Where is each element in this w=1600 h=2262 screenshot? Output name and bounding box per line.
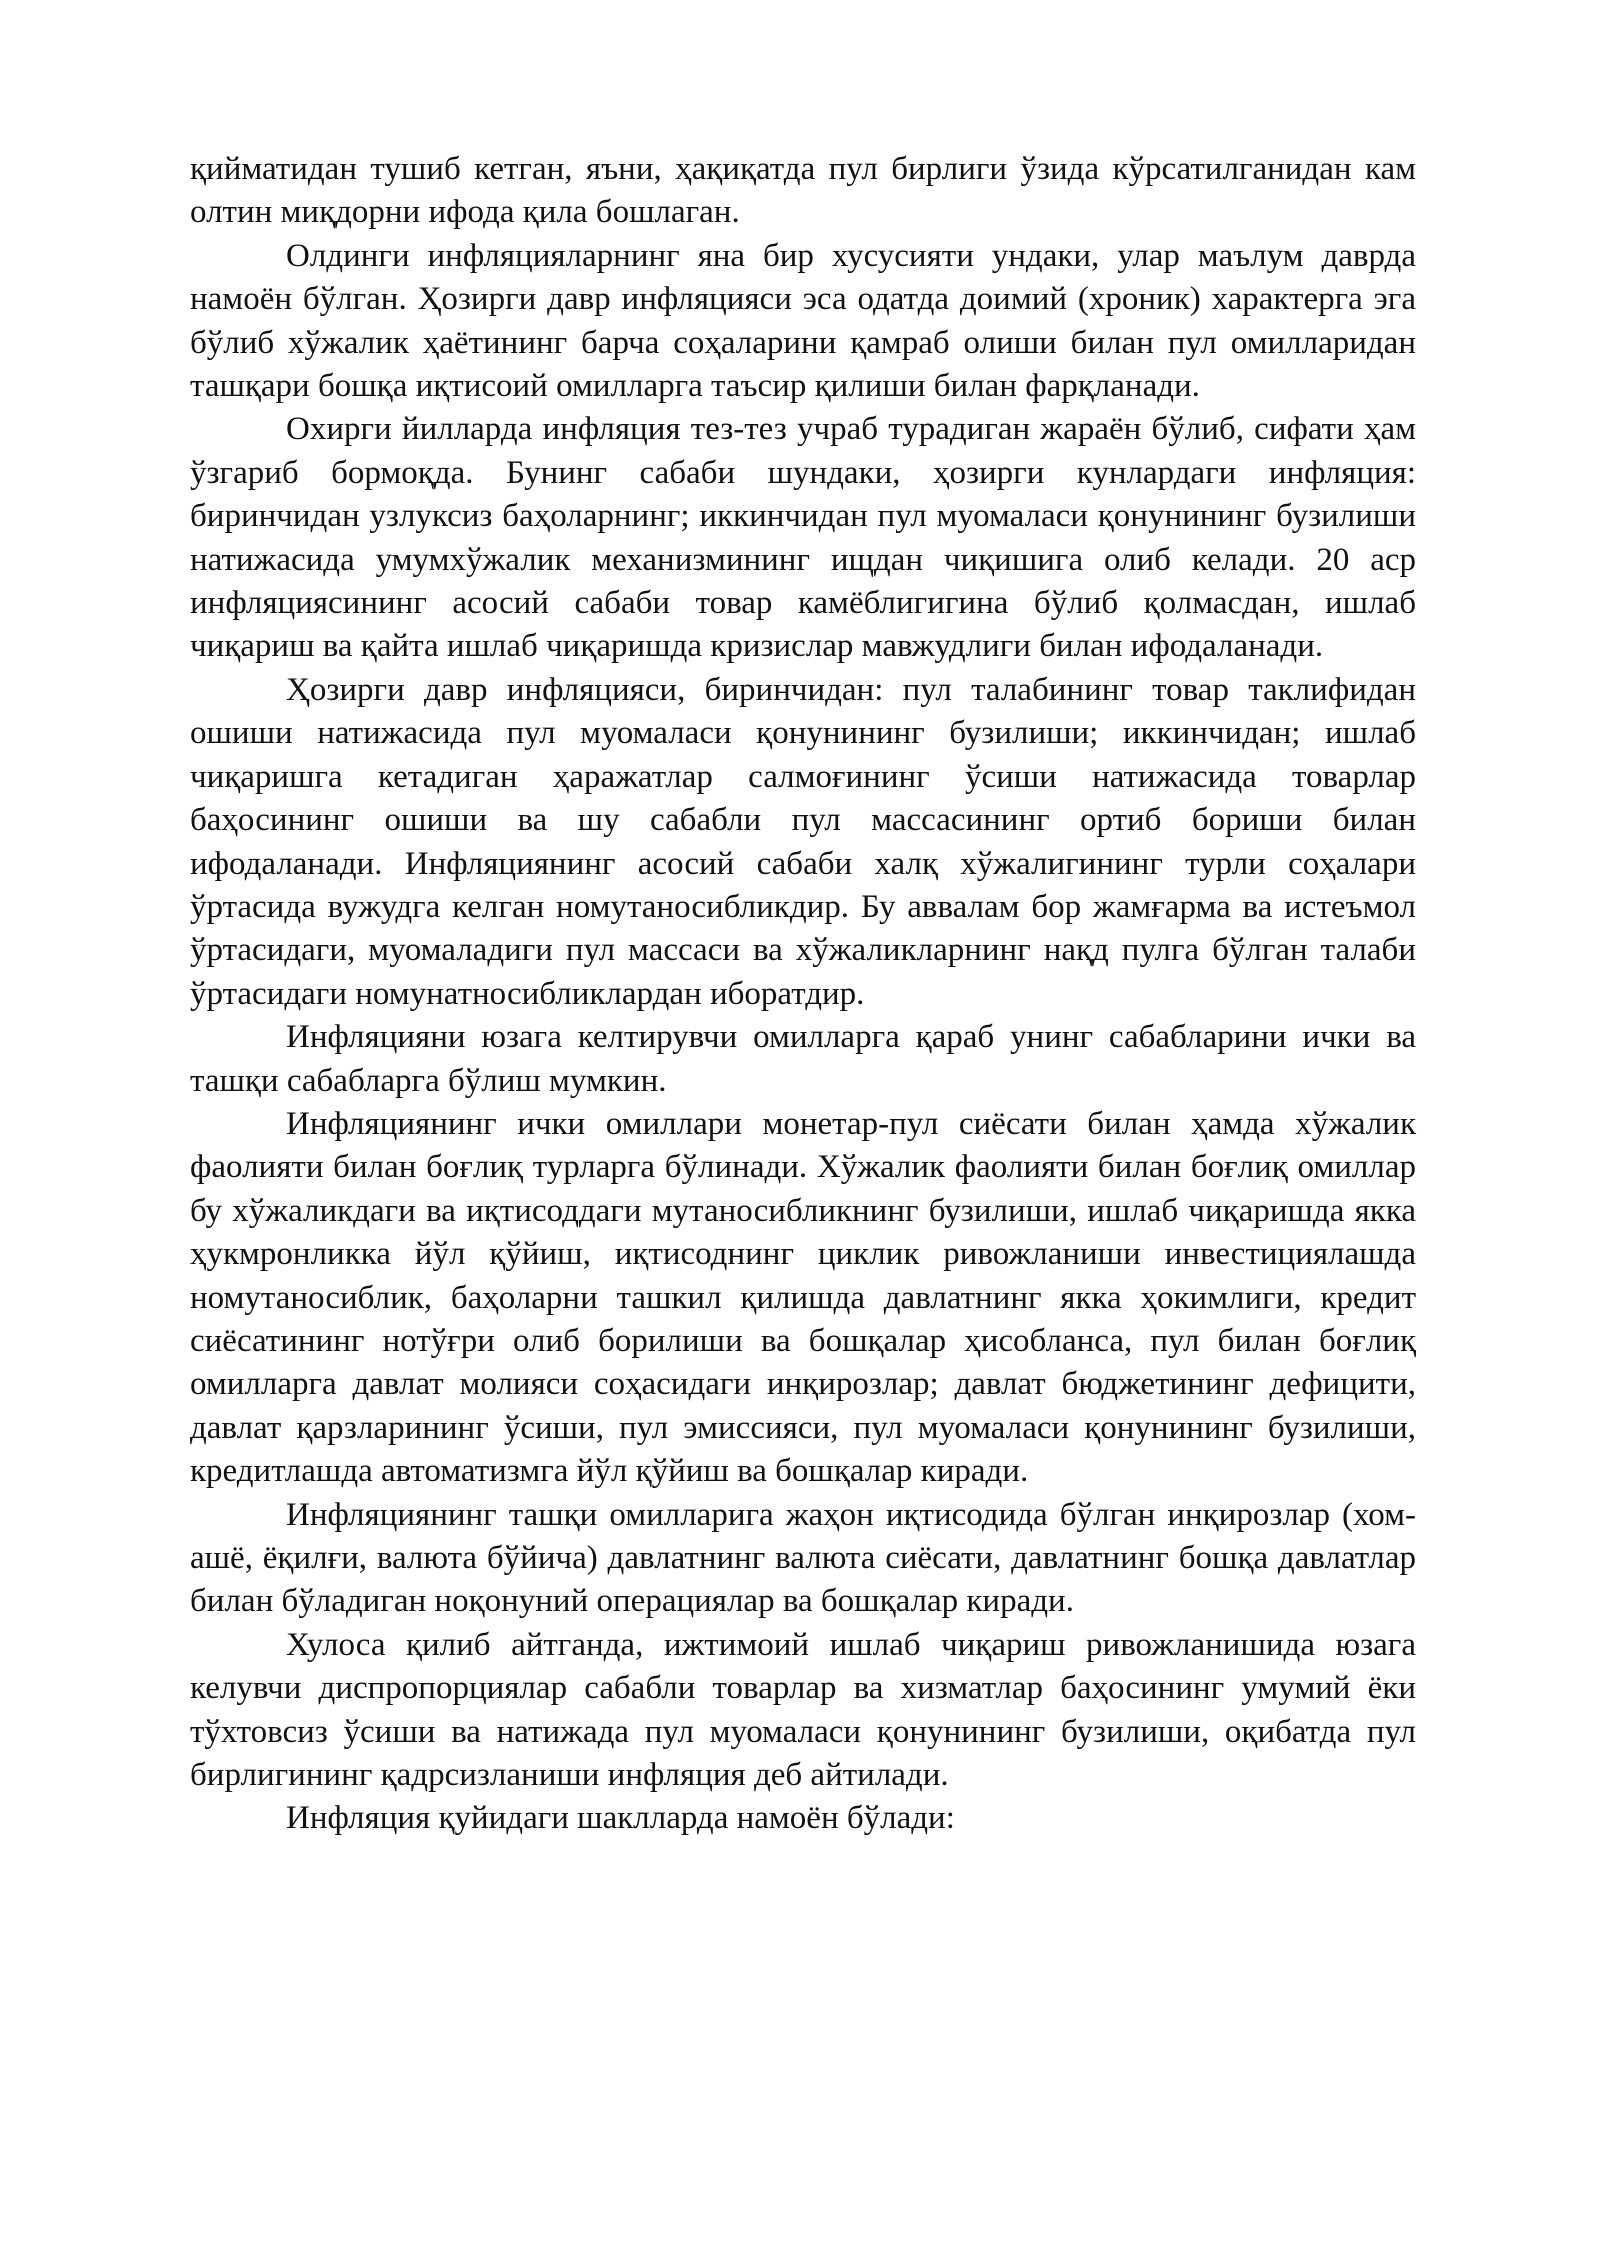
paragraph-continuation: қийматидан тушиб кетган, яъни, ҳақиқатда пул бирлиги ўзида кўрсатилганидан кам олтин миқдорни ифода қила бошлаган. <box>190 151 1416 231</box>
paragraph-forms-intro: Инфляция қуйидаги шаклларда намоён бўлади: <box>286 1800 955 1837</box>
paragraph-external-factors: Инфляциянинг ташқи омилларига жаҳон иқтисодида бўлган инқирозлар (хом-ашё, ёқилғи, валюта бўйича) давлатнинг валюта сиёсати, давлатнинг бошқа давлатлар билан бўладиган ноқонуний операциялар ва бошқалар киради. <box>190 1496 1416 1620</box>
paragraph-conclusion: Хулоса қилиб айтганда, ижтимоий ишлаб чиқариш ривожланишида юзага келувчи диспропорциялар сабабли товарлар ва хизматлар баҳосининг умумий ёки тўхтовсиз ўсиши ва натижада пул муомаласи қонунининг бузилиши, оқибатда пул бирлигининг қадрсизланиши инфляция деб айтилади. <box>190 1626 1416 1794</box>
paragraph-modern-inflation: Ҳозирги давр инфляцияси, биринчидан: пул талабининг товар таклифидан ошиши натижасида пул муомаласи қонунининг бузилиши; иккинчидан; ишлаб чиқаришга кетадиган ҳаражатлар салмоғининг ўсиши натижасида товарлар баҳосининг ошиши ва шу сабабли пул массасининг ортиб бориши билан ифодаланади. Инфляциянинг асосий сабаби халқ хўжалигининг турли соҳалари ўртасида вужудга келган номутаносибликдир. Бу аввалам бор жамғарма ва истеъмол ўртасидаги, муомаладиги пул массаси ва хўжаликларнинг нақд пулга бўлган талаби ўртасидаги номунатносибликлардан иборатдир. <box>190 671 1416 1012</box>
paragraph-causes-split: Инфляцияни юзага келтирувчи омилларга қараб унинг сабабларини ички ва ташқи сабабларга бўлиш мумкин. <box>190 1019 1416 1099</box>
paragraph-internal-factors: Инфляциянинг ички омиллари монетар-пул сиёсати билан ҳамда хўжалик фаолияти билан боғлиқ турларга бўлинади. Хўжалик фаолияти билан боғлиқ омиллар бу хўжаликдаги ва иқтисоддаги мутаносибликнинг бузилиши, ишлаб чиқаришда якка ҳукмронликка йўл қўйиш, иқтисоднинг циклик ривожланиши инвестициялашда номутаносиблик, баҳоларни ташкил қилишда давлатнинг якка ҳокимлиги, кредит сиёсатининг нотўғри олиб борилиши ва бошқалар ҳисобланса, пул билан боғлиқ омилларга давлат молияси соҳасидаги инқирозлар; давлат бюджетининг дефицити, давлат қарзларининг ўсиши, пул эмиссияси, пул муомаласи қонунининг бузилиши, кредитлашда автоматизмга йўл қўйиш ва бошқалар киради. <box>190 1105 1416 1490</box>
document-page <box>190 148 1416 1841</box>
paragraph-earlier-inflation: Олдинги инфляцияларнинг яна бир хусусияти ундаки, улар маълум даврда намоён бўлган. Ҳозирги давр инфляцияси эса одатда доимий (хроник) характерга эга бўлиб хўжалик ҳаётининг барча соҳаларини қамраб олиши билан пул омилларидан ташқари бошқа иқтисоий омилларга таъсир қилиши билан фарқланади. <box>190 237 1416 405</box>
paragraph-recent-years: Охирги йилларда инфляция тез-тез учраб турадиган жараён бўлиб, сифати ҳам ўзгариб бормоқда. Бунинг сабаби шундаки, ҳозирги кунлардаги инфляция: биринчидан узлуксиз баҳоларнинг; иккинчидан пул муомаласи қонунининг бузилиши натижасида умумхўжалик механизмининг ищдан чиқишига олиб келади. 20 аср инфляциясининг асосий сабаби товар камёблигигина бўлиб қолмасдан, ишлаб чиқариш ва қайта ишлаб чиқаришда кризислар мавжудлиги билан ифодаланади. <box>190 411 1416 665</box>
